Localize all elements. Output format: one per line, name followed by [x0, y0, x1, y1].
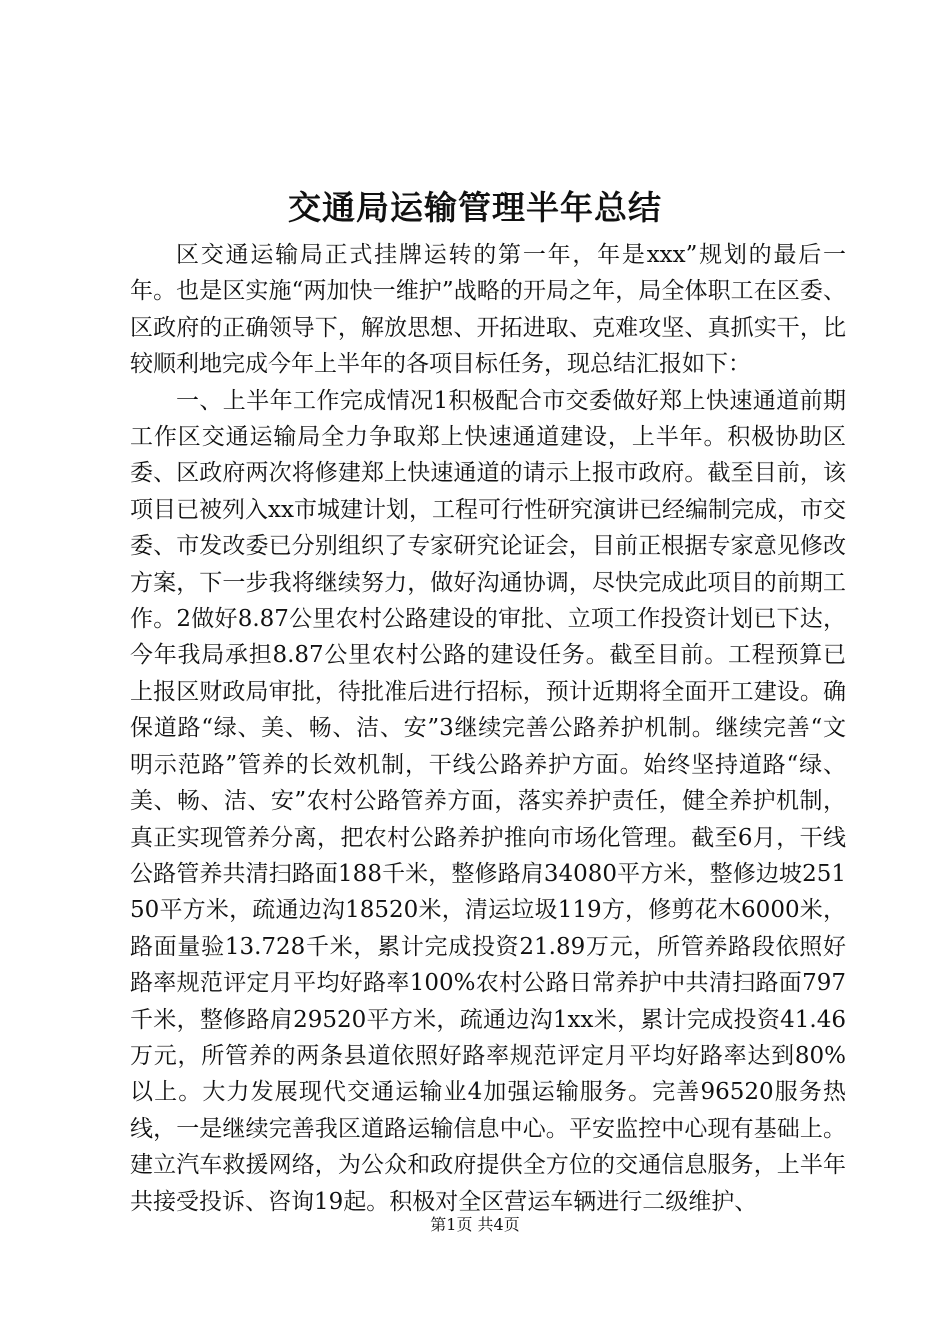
document-body — [130, 237, 846, 1220]
document-title: 交通局运输管理半年总结 — [288, 188, 662, 227]
paragraph-intro: 区交通运输局正式挂牌运转的第一年，年是xxx”规划的最后一年。也是区实施“两加快一维护”战略的开局之年，局全体职工在区委、区政府的正确领导下，解放思想、开拓进取、克难攻坚、真抓实干，比较顺利地完成今年上半年的各项目标任务，现总结汇报如下： — [130, 242, 846, 378]
page-number-footer: 第1页 共4页 — [430, 1215, 520, 1234]
paragraph-section-one: 一、上半年工作完成情况1积极配合市交委做好郑上快速通道前期工作区交通运输局全力争取郑上快速通道建设，上半年。积极协助区委、区政府两次将修建郑上快速通道的请示上报市政府。截至目前，该项目已被列入xx市城建计划，工程可行性研究演讲已经编制完成，市交委、市发改委已分别组织了专家研究论证会，目前正根据专家意见修改方案，下一步我将继续努力，做好沟通协调，尽快完成此项目的前期工作。2做好8.87公里农村公路建设的审批、立项工作投资计划已下达，今年我局承担8.87公里农村公路的建设任务。截至目前。工程预算已上报区财政局审批，待批准后进行招标，预计近期将全面开工建设。确保道路“绿、美、畅、洁、安”3继续完善公路养护机制。继续完善“文明示范路”管养的长效机制，干线公路养护方面。始终坚持道路“绿、美、畅、洁、安”农村公路管养方面，落实养护责任，健全养护机制，真正实现管养分离，把农村公路养护推向市场化管理。截至6月，干线公路管养共清扫路面188千米，整修路肩34080平方米，整修边坡25150平方米，疏通边沟18520米，清运垃圾119方，修剪花木6000米，路面量验13.728千米，累计完成投资21.89万元，所管养路段依照好路率规范评定月平均好路率100%农村公路日常养护中共清扫路面797千米，整修路肩29520平方米，疏通边沟1xx米，累计完成投资41.46万元，所管养的两条县道依照好路率规范评定月平均好路率达到80%以上。大力发展现代交通运输业4加强运输服务。完善96520服务热线，一是继续完善我区道路运输信息中心。平安监控中心现有基础上。建立汽车救援网络，为公众和政府提供全方位的交通信息服务，上半年共接受投诉、咨询19起。积极对全区营运车辆进行二级维护、 — [130, 387, 846, 1215]
